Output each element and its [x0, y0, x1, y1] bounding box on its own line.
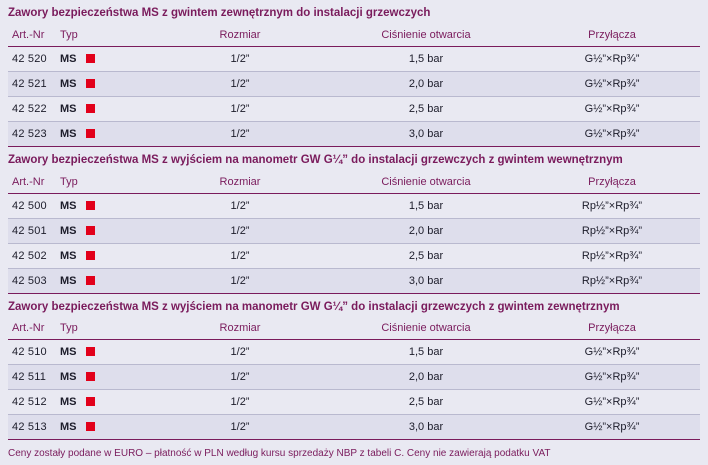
- product-section-2: [0, 147, 708, 294]
- cell-rozmiar: 1/2”: [152, 365, 328, 390]
- cell-typ-label: MS: [60, 249, 77, 262]
- cell-rozmiar: 1/2”: [152, 71, 328, 96]
- table-row: [8, 193, 700, 218]
- red-square-icon: [86, 422, 95, 431]
- cell-cisnienie: 2,0 bar: [328, 218, 524, 243]
- column-header-cisnienie: Ciśnienie otwarcia: [328, 173, 524, 194]
- column-header-art: Art.-Nr: [8, 319, 56, 340]
- table-header-row: [8, 319, 700, 340]
- red-square-icon: [86, 104, 95, 113]
- table-row: [8, 390, 700, 415]
- cell-cisnienie: 3,0 bar: [328, 415, 524, 440]
- column-header-cisnienie: Ciśnienie otwarcia: [328, 26, 524, 47]
- red-square-icon: [86, 397, 95, 406]
- cell-typ-label: MS: [60, 77, 77, 90]
- table-row: [8, 46, 700, 71]
- red-square-icon: [86, 201, 95, 210]
- cell-przylacza: G½”×Rp¾”: [524, 340, 700, 365]
- cell-przylacza: G½”×Rp¾”: [524, 71, 700, 96]
- column-header-rozmiar: Rozmiar: [152, 26, 328, 47]
- red-square-icon: [86, 226, 95, 235]
- cell-przylacza: Rp½”×Rp¾”: [524, 243, 700, 268]
- cell-rozmiar: 1/2”: [152, 390, 328, 415]
- cell-typ: [56, 193, 152, 218]
- cell-typ-label: MS: [60, 102, 77, 115]
- cell-typ: [56, 365, 152, 390]
- cell-przylacza: G½”×Rp¾”: [524, 415, 700, 440]
- price-note: Ceny zostały podane w EURO – płatność w PLN według kursu sprzedaży NBP z tabeli C. Ceny nie zawierają podatku VAT: [8, 448, 551, 460]
- section-title: Zawory bezpieczeństwa MS z gwintem zewnętrznym do instalacji grzewczych: [8, 7, 431, 19]
- cell-typ: [56, 121, 152, 146]
- cell-typ: [56, 96, 152, 121]
- cell-rozmiar: 1/2”: [152, 218, 328, 243]
- column-header-art: Art.-Nr: [8, 26, 56, 47]
- cell-art: 42 511: [8, 365, 56, 390]
- cell-typ: [56, 218, 152, 243]
- column-header-przylacza: Przyłącza: [524, 173, 700, 194]
- cell-typ: [56, 340, 152, 365]
- column-header-cisnienie: Ciśnienie otwarcia: [328, 319, 524, 340]
- cell-cisnienie: 1,5 bar: [328, 340, 524, 365]
- red-square-icon: [86, 347, 95, 356]
- column-header-przylacza: Przyłącza: [524, 26, 700, 47]
- cell-rozmiar: 1/2”: [152, 46, 328, 71]
- cell-cisnienie: 2,0 bar: [328, 365, 524, 390]
- column-header-rozmiar: Rozmiar: [152, 173, 328, 194]
- cell-typ: [56, 415, 152, 440]
- cell-art: 42 520: [8, 46, 56, 71]
- table-row: [8, 121, 700, 146]
- cell-typ-label: MS: [60, 52, 77, 65]
- column-header-przylacza: Przyłącza: [524, 319, 700, 340]
- cell-typ: [56, 243, 152, 268]
- table-header-row: [8, 173, 700, 194]
- cell-przylacza: G½”×Rp¾”: [524, 46, 700, 71]
- red-square-icon: [86, 54, 95, 63]
- cell-cisnienie: 2,5 bar: [328, 390, 524, 415]
- table-row: [8, 96, 700, 121]
- cell-art: 42 503: [8, 268, 56, 293]
- table-row: [8, 365, 700, 390]
- cell-rozmiar: 1/2”: [152, 415, 328, 440]
- cell-typ-label: MS: [60, 371, 77, 384]
- cell-art: 42 521: [8, 71, 56, 96]
- red-square-icon: [86, 129, 95, 138]
- cell-przylacza: Rp½”×Rp¾”: [524, 193, 700, 218]
- table-header-row: [8, 26, 700, 47]
- product-section-1: [0, 0, 708, 147]
- red-square-icon: [86, 79, 95, 88]
- cell-rozmiar: 1/2”: [152, 96, 328, 121]
- table-row: [8, 415, 700, 440]
- table-row: [8, 340, 700, 365]
- product-table: [8, 173, 700, 294]
- cell-typ-label: MS: [60, 199, 77, 212]
- column-header-typ: Typ: [56, 173, 152, 194]
- cell-typ-label: MS: [60, 421, 77, 434]
- cell-typ: [56, 390, 152, 415]
- cell-typ: [56, 71, 152, 96]
- red-square-icon: [86, 276, 95, 285]
- cell-typ-label: MS: [60, 127, 77, 140]
- product-table: [8, 319, 700, 440]
- cell-przylacza: G½”×Rp¾”: [524, 121, 700, 146]
- cell-cisnienie: 2,0 bar: [328, 71, 524, 96]
- table-row: [8, 268, 700, 293]
- column-header-rozmiar: Rozmiar: [152, 319, 328, 340]
- cell-typ-label: MS: [60, 396, 77, 409]
- cell-typ: [56, 46, 152, 71]
- cell-przylacza: G½”×Rp¾”: [524, 365, 700, 390]
- cell-przylacza: G½”×Rp¾”: [524, 390, 700, 415]
- table-row: [8, 243, 700, 268]
- cell-art: 42 500: [8, 193, 56, 218]
- cell-rozmiar: 1/2”: [152, 268, 328, 293]
- product-table: [8, 26, 700, 147]
- cell-art: 42 523: [8, 121, 56, 146]
- cell-cisnienie: 1,5 bar: [328, 193, 524, 218]
- cell-cisnienie: 2,5 bar: [328, 243, 524, 268]
- column-header-typ: Typ: [56, 319, 152, 340]
- column-header-art: Art.-Nr: [8, 173, 56, 194]
- cell-typ-label: MS: [60, 346, 77, 359]
- table-row: [8, 71, 700, 96]
- cell-cisnienie: 1,5 bar: [328, 46, 524, 71]
- cell-rozmiar: 1/2”: [152, 193, 328, 218]
- cell-rozmiar: 1/2”: [152, 340, 328, 365]
- cell-cisnienie: 3,0 bar: [328, 268, 524, 293]
- cell-rozmiar: 1/2”: [152, 243, 328, 268]
- cell-przylacza: Rp½”×Rp¾”: [524, 218, 700, 243]
- red-square-icon: [86, 251, 95, 260]
- cell-rozmiar: 1/2”: [152, 121, 328, 146]
- column-header-typ: Typ: [56, 26, 152, 47]
- cell-typ-label: MS: [60, 224, 77, 237]
- cell-art: 42 522: [8, 96, 56, 121]
- cell-przylacza: G½”×Rp¾”: [524, 96, 700, 121]
- cell-typ: [56, 268, 152, 293]
- cell-art: 42 512: [8, 390, 56, 415]
- cell-art: 42 513: [8, 415, 56, 440]
- cell-art: 42 501: [8, 218, 56, 243]
- table-row: [8, 218, 700, 243]
- cell-przylacza: Rp½”×Rp¾”: [524, 268, 700, 293]
- cell-cisnienie: 3,0 bar: [328, 121, 524, 146]
- section-title: Zawory bezpieczeństwa MS z wyjściem na manometr GW G¼” do instalacji grzewczych z gwintem zewnętrznym: [8, 300, 620, 313]
- red-square-icon: [86, 372, 95, 381]
- cell-cisnienie: 2,5 bar: [328, 96, 524, 121]
- section-title: Zawory bezpieczeństwa MS z wyjściem na manometr GW G¼” do instalacji grzewczych z gwintem wewnętrznym: [8, 153, 623, 166]
- cell-art: 42 510: [8, 340, 56, 365]
- cell-typ-label: MS: [60, 274, 77, 287]
- product-section-3: [0, 294, 708, 441]
- cell-art: 42 502: [8, 243, 56, 268]
